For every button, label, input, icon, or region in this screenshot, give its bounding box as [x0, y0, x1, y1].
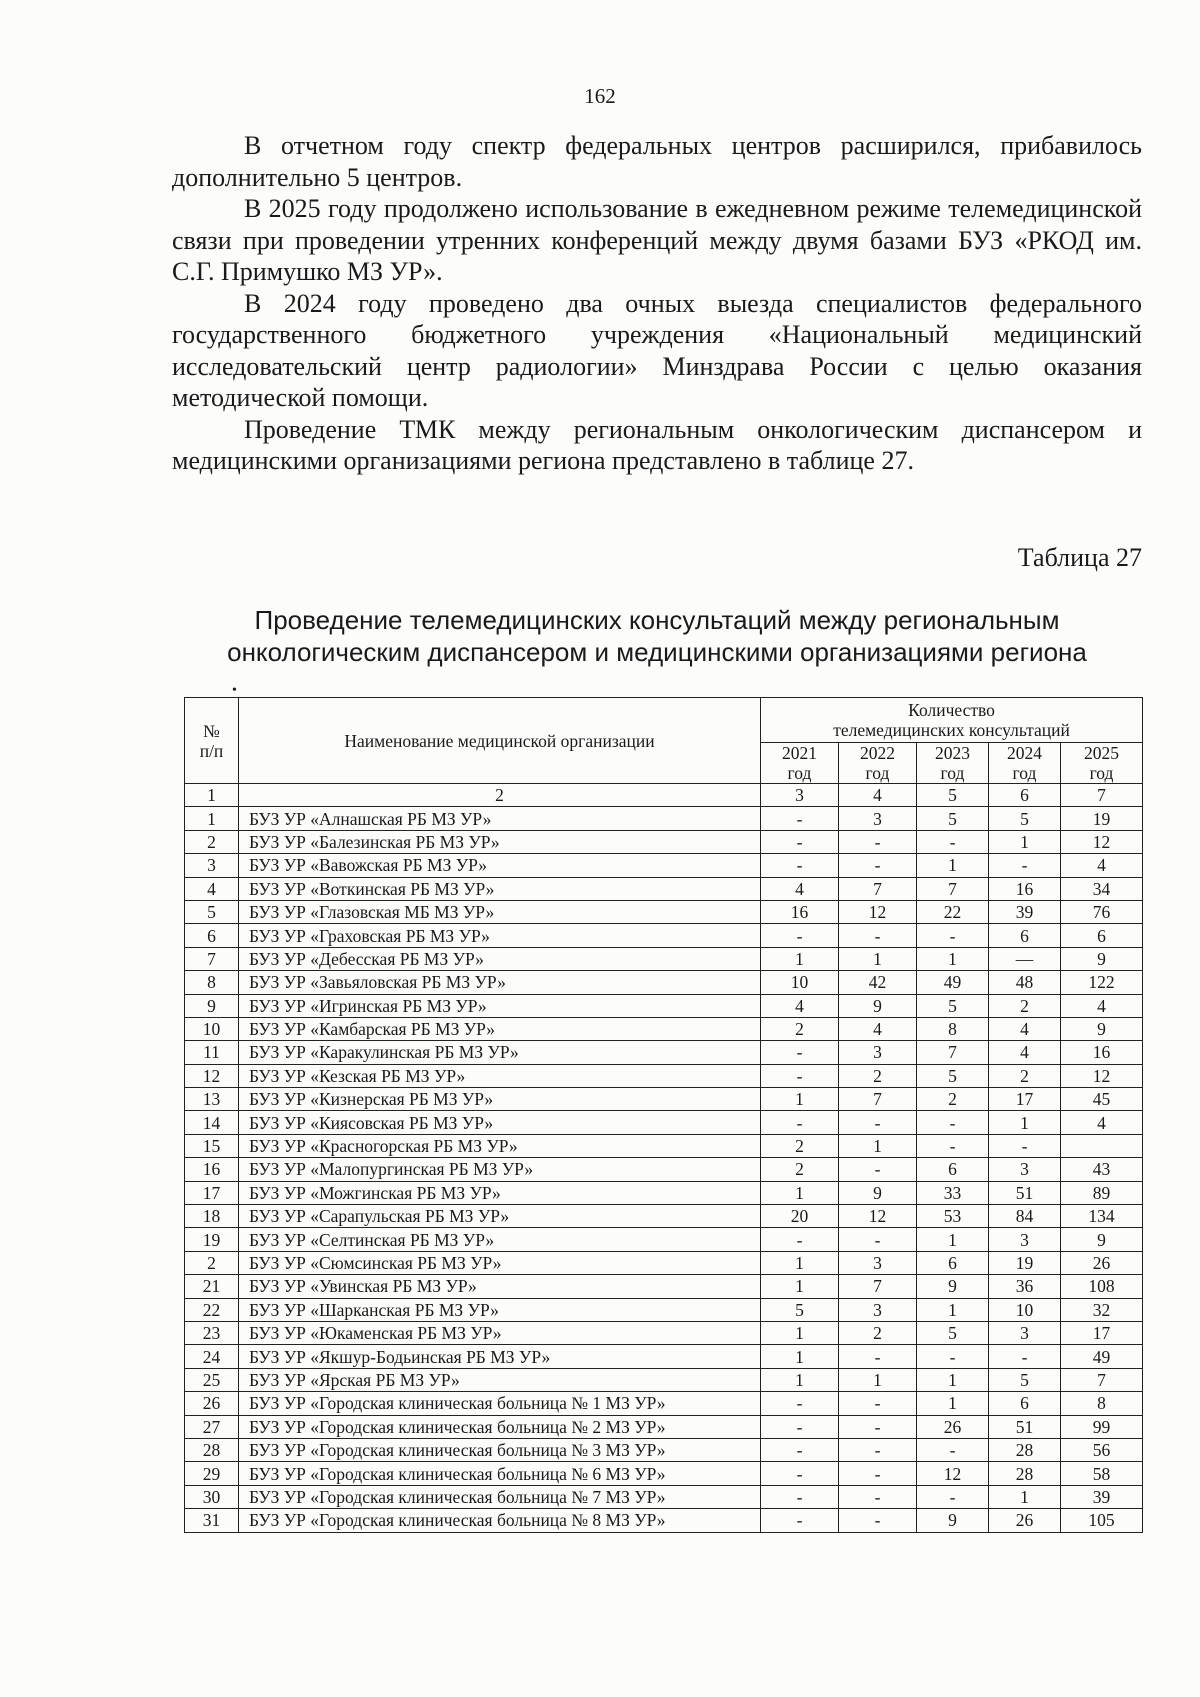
cell-count: 6 — [989, 924, 1061, 947]
cell-organization: БУЗ УР «Игринская РБ МЗ УР» — [239, 994, 761, 1017]
table-row — [185, 947, 1143, 970]
cell-count: 3 — [989, 1228, 1061, 1251]
page-number: 162 — [584, 84, 616, 108]
cell-count: 26 — [1061, 1251, 1143, 1274]
cell-count: 3 — [839, 1298, 917, 1321]
cell-count: 7 — [917, 877, 989, 900]
cell-count: 48 — [989, 971, 1061, 994]
cell-count: 16 — [1061, 1041, 1143, 1064]
cell-count: 108 — [1061, 1275, 1143, 1298]
header-num: № п/п — [185, 698, 239, 784]
cell-count: 1 — [989, 1485, 1061, 1508]
cell-count: - — [761, 1392, 839, 1415]
cell-index: 31 — [185, 1509, 239, 1532]
table-row — [185, 971, 1143, 994]
cell-index: 15 — [185, 1134, 239, 1157]
cell-count: - — [839, 924, 917, 947]
cell-count: - — [917, 1485, 989, 1508]
cell-count: - — [761, 1064, 839, 1087]
table-row — [185, 1321, 1143, 1344]
table-row — [185, 1462, 1143, 1485]
cell-organization: БУЗ УР «Кизнерская РБ МЗ УР» — [239, 1088, 761, 1111]
cell-organization: БУЗ УР «Завьяловская РБ МЗ УР» — [239, 971, 761, 994]
cell-organization: БУЗ УР «Граховская РБ МЗ УР» — [239, 924, 761, 947]
table-row — [185, 1509, 1143, 1532]
cell-count: - — [761, 1462, 839, 1485]
cell-count: 6 — [1061, 924, 1143, 947]
cell-count: 33 — [917, 1181, 989, 1204]
cell-count: 51 — [989, 1415, 1061, 1438]
cell-count: 1 — [917, 1392, 989, 1415]
cell-count: 1 — [761, 1345, 839, 1368]
cell-count: 1 — [839, 1134, 917, 1157]
cell-count: 19 — [1061, 807, 1143, 830]
cell-organization: БУЗ УР «Глазовская МБ МЗ УР» — [239, 900, 761, 923]
cell-count: 39 — [1061, 1485, 1143, 1508]
header-name: Наименование медицинской организации — [239, 698, 761, 784]
cell-organization: БУЗ УР «Селтинская РБ МЗ УР» — [239, 1228, 761, 1251]
paragraph: В отчетном году спектр федеральных центров расширился, прибавилось дополнительно 5 центров. — [172, 131, 1142, 192]
cell-count: 5 — [917, 807, 989, 830]
cell-count: 12 — [917, 1462, 989, 1485]
cell-count: 1 — [917, 1368, 989, 1391]
cell-count: 49 — [917, 971, 989, 994]
table-row — [185, 1134, 1143, 1157]
cell-count: 9 — [839, 994, 917, 1017]
cell-count: 3 — [989, 1321, 1061, 1344]
cell-count: 6 — [989, 1392, 1061, 1415]
cell-index: 28 — [185, 1438, 239, 1461]
cell-count: 19 — [989, 1251, 1061, 1274]
cell-count: 5 — [989, 1368, 1061, 1391]
cell-count: 53 — [917, 1205, 989, 1228]
cell-count: - — [839, 854, 917, 877]
table-row — [185, 1088, 1143, 1111]
cell-count: 9 — [917, 1275, 989, 1298]
cell-organization: БУЗ УР «Воткинская РБ МЗ УР» — [239, 877, 761, 900]
table-title — [172, 604, 1142, 668]
cell-count: 4 — [989, 1017, 1061, 1040]
cell-count: 9 — [917, 1509, 989, 1532]
cell-count: 1 — [761, 1321, 839, 1344]
cell-count: 2 — [761, 1017, 839, 1040]
cell-count: - — [761, 1438, 839, 1461]
cell-organization: БУЗ УР «Городская клиническая больница № 3 МЗ УР» — [239, 1438, 761, 1461]
cell-count: - — [761, 854, 839, 877]
cell-count: 36 — [989, 1275, 1061, 1298]
cell-count: - — [839, 1345, 917, 1368]
cell-count: - — [917, 1438, 989, 1461]
cell-count: 17 — [989, 1088, 1061, 1111]
cell-index: 2 — [185, 830, 239, 853]
table-row — [185, 1485, 1143, 1508]
cell-count: - — [761, 1228, 839, 1251]
cell-count: 1 — [839, 1368, 917, 1391]
cell-count: 1 — [761, 1088, 839, 1111]
cell-count: 12 — [1061, 1064, 1143, 1087]
table-row — [185, 1345, 1143, 1368]
cell-count: 7 — [839, 1088, 917, 1111]
cell-count: 1 — [989, 1111, 1061, 1134]
cell-count: 7 — [1061, 784, 1143, 807]
cell-organization: 2 — [239, 784, 761, 807]
cell-index: 12 — [185, 1064, 239, 1087]
cell-count: 16 — [989, 877, 1061, 900]
cell-count: 5 — [761, 1298, 839, 1321]
cell-count: - — [761, 1111, 839, 1134]
cell-count: 9 — [1061, 1228, 1143, 1251]
cell-count: 2 — [839, 1064, 917, 1087]
cell-count: 9 — [1061, 1017, 1143, 1040]
cell-count: 12 — [839, 900, 917, 923]
cell-index: 10 — [185, 1017, 239, 1040]
cell-count: 1 — [761, 1181, 839, 1204]
cell-count: 2 — [761, 1158, 839, 1181]
cell-count: - — [917, 924, 989, 947]
cell-index: 1 — [185, 784, 239, 807]
cell-count: 4 — [761, 877, 839, 900]
cell-index: 19 — [185, 1228, 239, 1251]
cell-count: 51 — [989, 1181, 1061, 1204]
table-body — [185, 784, 1143, 1533]
table-row — [185, 1251, 1143, 1274]
cell-count: 8 — [1061, 1392, 1143, 1415]
cell-count: 28 — [989, 1462, 1061, 1485]
cell-organization: БУЗ УР «Сарапульская РБ МЗ УР» — [239, 1205, 761, 1228]
cell-count: 10 — [989, 1298, 1061, 1321]
cell-count: - — [917, 1345, 989, 1368]
table-row — [185, 1181, 1143, 1204]
cell-organization: БУЗ УР «Городская клиническая больница № 8 МЗ УР» — [239, 1509, 761, 1532]
cell-count: 3 — [839, 807, 917, 830]
cell-index: 21 — [185, 1275, 239, 1298]
header-year: 2021 год — [761, 743, 839, 784]
cell-count: 28 — [989, 1438, 1061, 1461]
table-title-line: онкологическим диспансером и медицинскими организациями региона — [227, 637, 1087, 667]
cell-count: 1 — [989, 830, 1061, 853]
column-number-row — [185, 784, 1143, 807]
cell-count: - — [839, 1485, 917, 1508]
header-year: 2025 год — [1061, 743, 1143, 784]
cell-organization: БУЗ УР «Юкаменская РБ МЗ УР» — [239, 1321, 761, 1344]
cell-count: 58 — [1061, 1462, 1143, 1485]
cell-count: 122 — [1061, 971, 1143, 994]
cell-index: 6 — [185, 924, 239, 947]
cell-count: 7 — [839, 1275, 917, 1298]
cell-index: 1 — [185, 807, 239, 830]
cell-count: 1 — [839, 947, 917, 970]
cell-count: - — [761, 1041, 839, 1064]
cell-count: - — [761, 1509, 839, 1532]
cell-index: 23 — [185, 1321, 239, 1344]
cell-organization: БУЗ УР «Городская клиническая больница № 1 МЗ УР» — [239, 1392, 761, 1415]
table-title-line: Проведение телемедицинских консультаций между региональным — [254, 605, 1060, 635]
cell-count: - — [839, 830, 917, 853]
table-row — [185, 877, 1143, 900]
stray-mark: • — [232, 683, 237, 698]
table-row — [185, 807, 1143, 830]
cell-organization: БУЗ УР «Якшур-Бодьинская РБ МЗ УР» — [239, 1345, 761, 1368]
cell-index: 22 — [185, 1298, 239, 1321]
cell-index: 26 — [185, 1392, 239, 1415]
cell-count: 99 — [1061, 1415, 1143, 1438]
cell-count: 6 — [917, 1251, 989, 1274]
cell-count: - — [761, 1485, 839, 1508]
cell-organization: БУЗ УР «Можгинская РБ МЗ УР» — [239, 1181, 761, 1204]
cell-index: 9 — [185, 994, 239, 1017]
header-year: 2022 год — [839, 743, 917, 784]
cell-count: 45 — [1061, 1088, 1143, 1111]
cell-count: 4 — [839, 784, 917, 807]
cell-count: - — [761, 830, 839, 853]
cell-count: 2 — [839, 1321, 917, 1344]
cell-count: - — [761, 1415, 839, 1438]
cell-count: - — [839, 1158, 917, 1181]
cell-index: 3 — [185, 854, 239, 877]
cell-count: 3 — [839, 1041, 917, 1064]
cell-count: 6 — [989, 784, 1061, 807]
cell-count: 5 — [989, 807, 1061, 830]
cell-count: 9 — [1061, 947, 1143, 970]
cell-count: - — [839, 1462, 917, 1485]
cell-organization: БУЗ УР «Кезская РБ МЗ УР» — [239, 1064, 761, 1087]
header-group: Количество телемедицинских консультаций — [761, 698, 1143, 743]
table-row — [185, 1298, 1143, 1321]
cell-count: 16 — [761, 900, 839, 923]
table-row — [185, 900, 1143, 923]
cell-count: - — [917, 1134, 989, 1157]
paragraph: В 2024 году проведено два очных выезда специалистов федерального государственного бюджетного учреждения «Национальный медицинский исследовательский центр радиологии» Минздрава России с целью оказания методической помощи. — [172, 288, 1142, 412]
cell-count: 5 — [917, 994, 989, 1017]
table-row — [185, 1392, 1143, 1415]
header-year: 2023 год — [917, 743, 989, 784]
cell-count: 1 — [761, 947, 839, 970]
table-row — [185, 830, 1143, 853]
cell-count: - — [989, 1134, 1061, 1157]
cell-count: 9 — [839, 1181, 917, 1204]
table-row — [185, 1041, 1143, 1064]
cell-count: 1 — [761, 1251, 839, 1274]
cell-count: 26 — [917, 1415, 989, 1438]
cell-organization: БУЗ УР «Алнашская РБ МЗ УР» — [239, 807, 761, 830]
body-text — [172, 130, 1142, 477]
cell-index: 25 — [185, 1368, 239, 1391]
cell-count: 12 — [839, 1205, 917, 1228]
cell-index: 2 — [185, 1251, 239, 1274]
cell-count: - — [839, 1392, 917, 1415]
table-row — [185, 1017, 1143, 1040]
cell-organization: БУЗ УР «Киясовская РБ МЗ УР» — [239, 1111, 761, 1134]
cell-count: - — [989, 1345, 1061, 1368]
cell-organization: БУЗ УР «Балезинская РБ МЗ УР» — [239, 830, 761, 853]
cell-count: 1 — [761, 1275, 839, 1298]
cell-count: 7 — [917, 1041, 989, 1064]
table-row — [185, 1275, 1143, 1298]
cell-count: 3 — [839, 1251, 917, 1274]
cell-count: 3 — [989, 1158, 1061, 1181]
cell-count: 2 — [989, 994, 1061, 1017]
cell-index: 5 — [185, 900, 239, 923]
cell-organization: БУЗ УР «Городская клиническая больница № 2 МЗ УР» — [239, 1415, 761, 1438]
cell-count: - — [839, 1111, 917, 1134]
cell-count: 49 — [1061, 1345, 1143, 1368]
cell-count: 105 — [1061, 1509, 1143, 1532]
cell-index: 18 — [185, 1205, 239, 1228]
cell-count: 5 — [917, 784, 989, 807]
cell-organization: БУЗ УР «Сюмсинская РБ МЗ УР» — [239, 1251, 761, 1274]
cell-count: 4 — [1061, 994, 1143, 1017]
cell-index: 4 — [185, 877, 239, 900]
cell-count: 1 — [761, 1368, 839, 1391]
cell-count: - — [839, 1415, 917, 1438]
cell-count: - — [839, 1509, 917, 1532]
cell-count: 134 — [1061, 1205, 1143, 1228]
cell-organization: БУЗ УР «Городская клиническая больница № 6 МЗ УР» — [239, 1462, 761, 1485]
cell-count: 76 — [1061, 900, 1143, 923]
paragraph: Проведение ТМК между региональным онкологическим диспансером и медицинскими организациями региона представлено в таблице 27. — [172, 414, 1142, 475]
cell-count: - — [761, 924, 839, 947]
cell-count: 5 — [917, 1064, 989, 1087]
cell-count: 22 — [917, 900, 989, 923]
cell-organization: БУЗ УР «Красногорская РБ МЗ УР» — [239, 1134, 761, 1157]
cell-count: 3 — [761, 784, 839, 807]
cell-count: 34 — [1061, 877, 1143, 900]
cell-count: 32 — [1061, 1298, 1143, 1321]
table-row — [185, 994, 1143, 1017]
cell-count: 4 — [989, 1041, 1061, 1064]
cell-count: 42 — [839, 971, 917, 994]
cell-count: 4 — [1061, 854, 1143, 877]
cell-count: 1 — [917, 1298, 989, 1321]
table-row — [185, 924, 1143, 947]
cell-organization: БУЗ УР «Дебесская РБ МЗ УР» — [239, 947, 761, 970]
table-row — [185, 1415, 1143, 1438]
cell-count: 5 — [917, 1321, 989, 1344]
cell-count: 7 — [839, 877, 917, 900]
cell-organization: БУЗ УР «Ярская РБ МЗ УР» — [239, 1368, 761, 1391]
cell-count: 12 — [1061, 830, 1143, 853]
cell-index: 7 — [185, 947, 239, 970]
cell-organization: БУЗ УР «Шарканская РБ МЗ УР» — [239, 1298, 761, 1321]
header-year: 2024 год — [989, 743, 1061, 784]
cell-organization: БУЗ УР «Камбарская РБ МЗ УР» — [239, 1017, 761, 1040]
cell-count: - — [761, 807, 839, 830]
cell-organization: БУЗ УР «Малопургинская РБ МЗ УР» — [239, 1158, 761, 1181]
cell-count: - — [839, 1438, 917, 1461]
table-row — [185, 1228, 1143, 1251]
cell-count: - — [917, 830, 989, 853]
cell-count: 2 — [761, 1134, 839, 1157]
cell-count: 2 — [917, 1088, 989, 1111]
table-row — [185, 1205, 1143, 1228]
cell-organization: БУЗ УР «Вавожская РБ МЗ УР» — [239, 854, 761, 877]
cell-count: 43 — [1061, 1158, 1143, 1181]
cell-count: 39 — [989, 900, 1061, 923]
table-row — [185, 1368, 1143, 1391]
cell-count: 17 — [1061, 1321, 1143, 1344]
cell-count: 2 — [989, 1064, 1061, 1087]
cell-organization: БУЗ УР «Увинская РБ МЗ УР» — [239, 1275, 761, 1298]
cell-count: 8 — [917, 1017, 989, 1040]
table-row — [185, 1064, 1143, 1087]
cell-count: — — [989, 947, 1061, 970]
cell-count: - — [989, 854, 1061, 877]
cell-index: 17 — [185, 1181, 239, 1204]
cell-index: 13 — [185, 1088, 239, 1111]
cell-count: 7 — [1061, 1368, 1143, 1391]
cell-count: - — [917, 1111, 989, 1134]
cell-count: 1 — [917, 947, 989, 970]
cell-index: 30 — [185, 1485, 239, 1508]
cell-count — [1061, 1134, 1143, 1157]
cell-count: 10 — [761, 971, 839, 994]
table-row — [185, 1438, 1143, 1461]
cell-count: 6 — [917, 1158, 989, 1181]
cell-count: 56 — [1061, 1438, 1143, 1461]
cell-index: 14 — [185, 1111, 239, 1134]
cell-organization: БУЗ УР «Каракулинская РБ МЗ УР» — [239, 1041, 761, 1064]
cell-organization: БУЗ УР «Городская клиническая больница № 7 МЗ УР» — [239, 1485, 761, 1508]
table-row — [185, 1111, 1143, 1134]
cell-count: 89 — [1061, 1181, 1143, 1204]
cell-count: 20 — [761, 1205, 839, 1228]
cell-count: 4 — [839, 1017, 917, 1040]
paragraph: В 2025 году продолжено использование в ежедневном режиме телемедицинской связи при проведении утренних конференций между двумя базами БУЗ «РКОД им. С.Г. Примушко МЗ УР». — [172, 194, 1142, 286]
cell-count: 1 — [917, 854, 989, 877]
cell-index: 27 — [185, 1415, 239, 1438]
cell-count: 26 — [989, 1509, 1061, 1532]
consultations-table — [184, 697, 1143, 1533]
table-row — [185, 1158, 1143, 1181]
cell-index: 24 — [185, 1345, 239, 1368]
table-label: Таблица 27 — [1017, 543, 1142, 572]
cell-count: - — [839, 1228, 917, 1251]
cell-count: 4 — [1061, 1111, 1143, 1134]
cell-index: 29 — [185, 1462, 239, 1485]
cell-index: 16 — [185, 1158, 239, 1181]
cell-index: 8 — [185, 971, 239, 994]
cell-index: 11 — [185, 1041, 239, 1064]
cell-count: 84 — [989, 1205, 1061, 1228]
table-row — [185, 854, 1143, 877]
cell-count: 4 — [761, 994, 839, 1017]
cell-count: 1 — [917, 1228, 989, 1251]
